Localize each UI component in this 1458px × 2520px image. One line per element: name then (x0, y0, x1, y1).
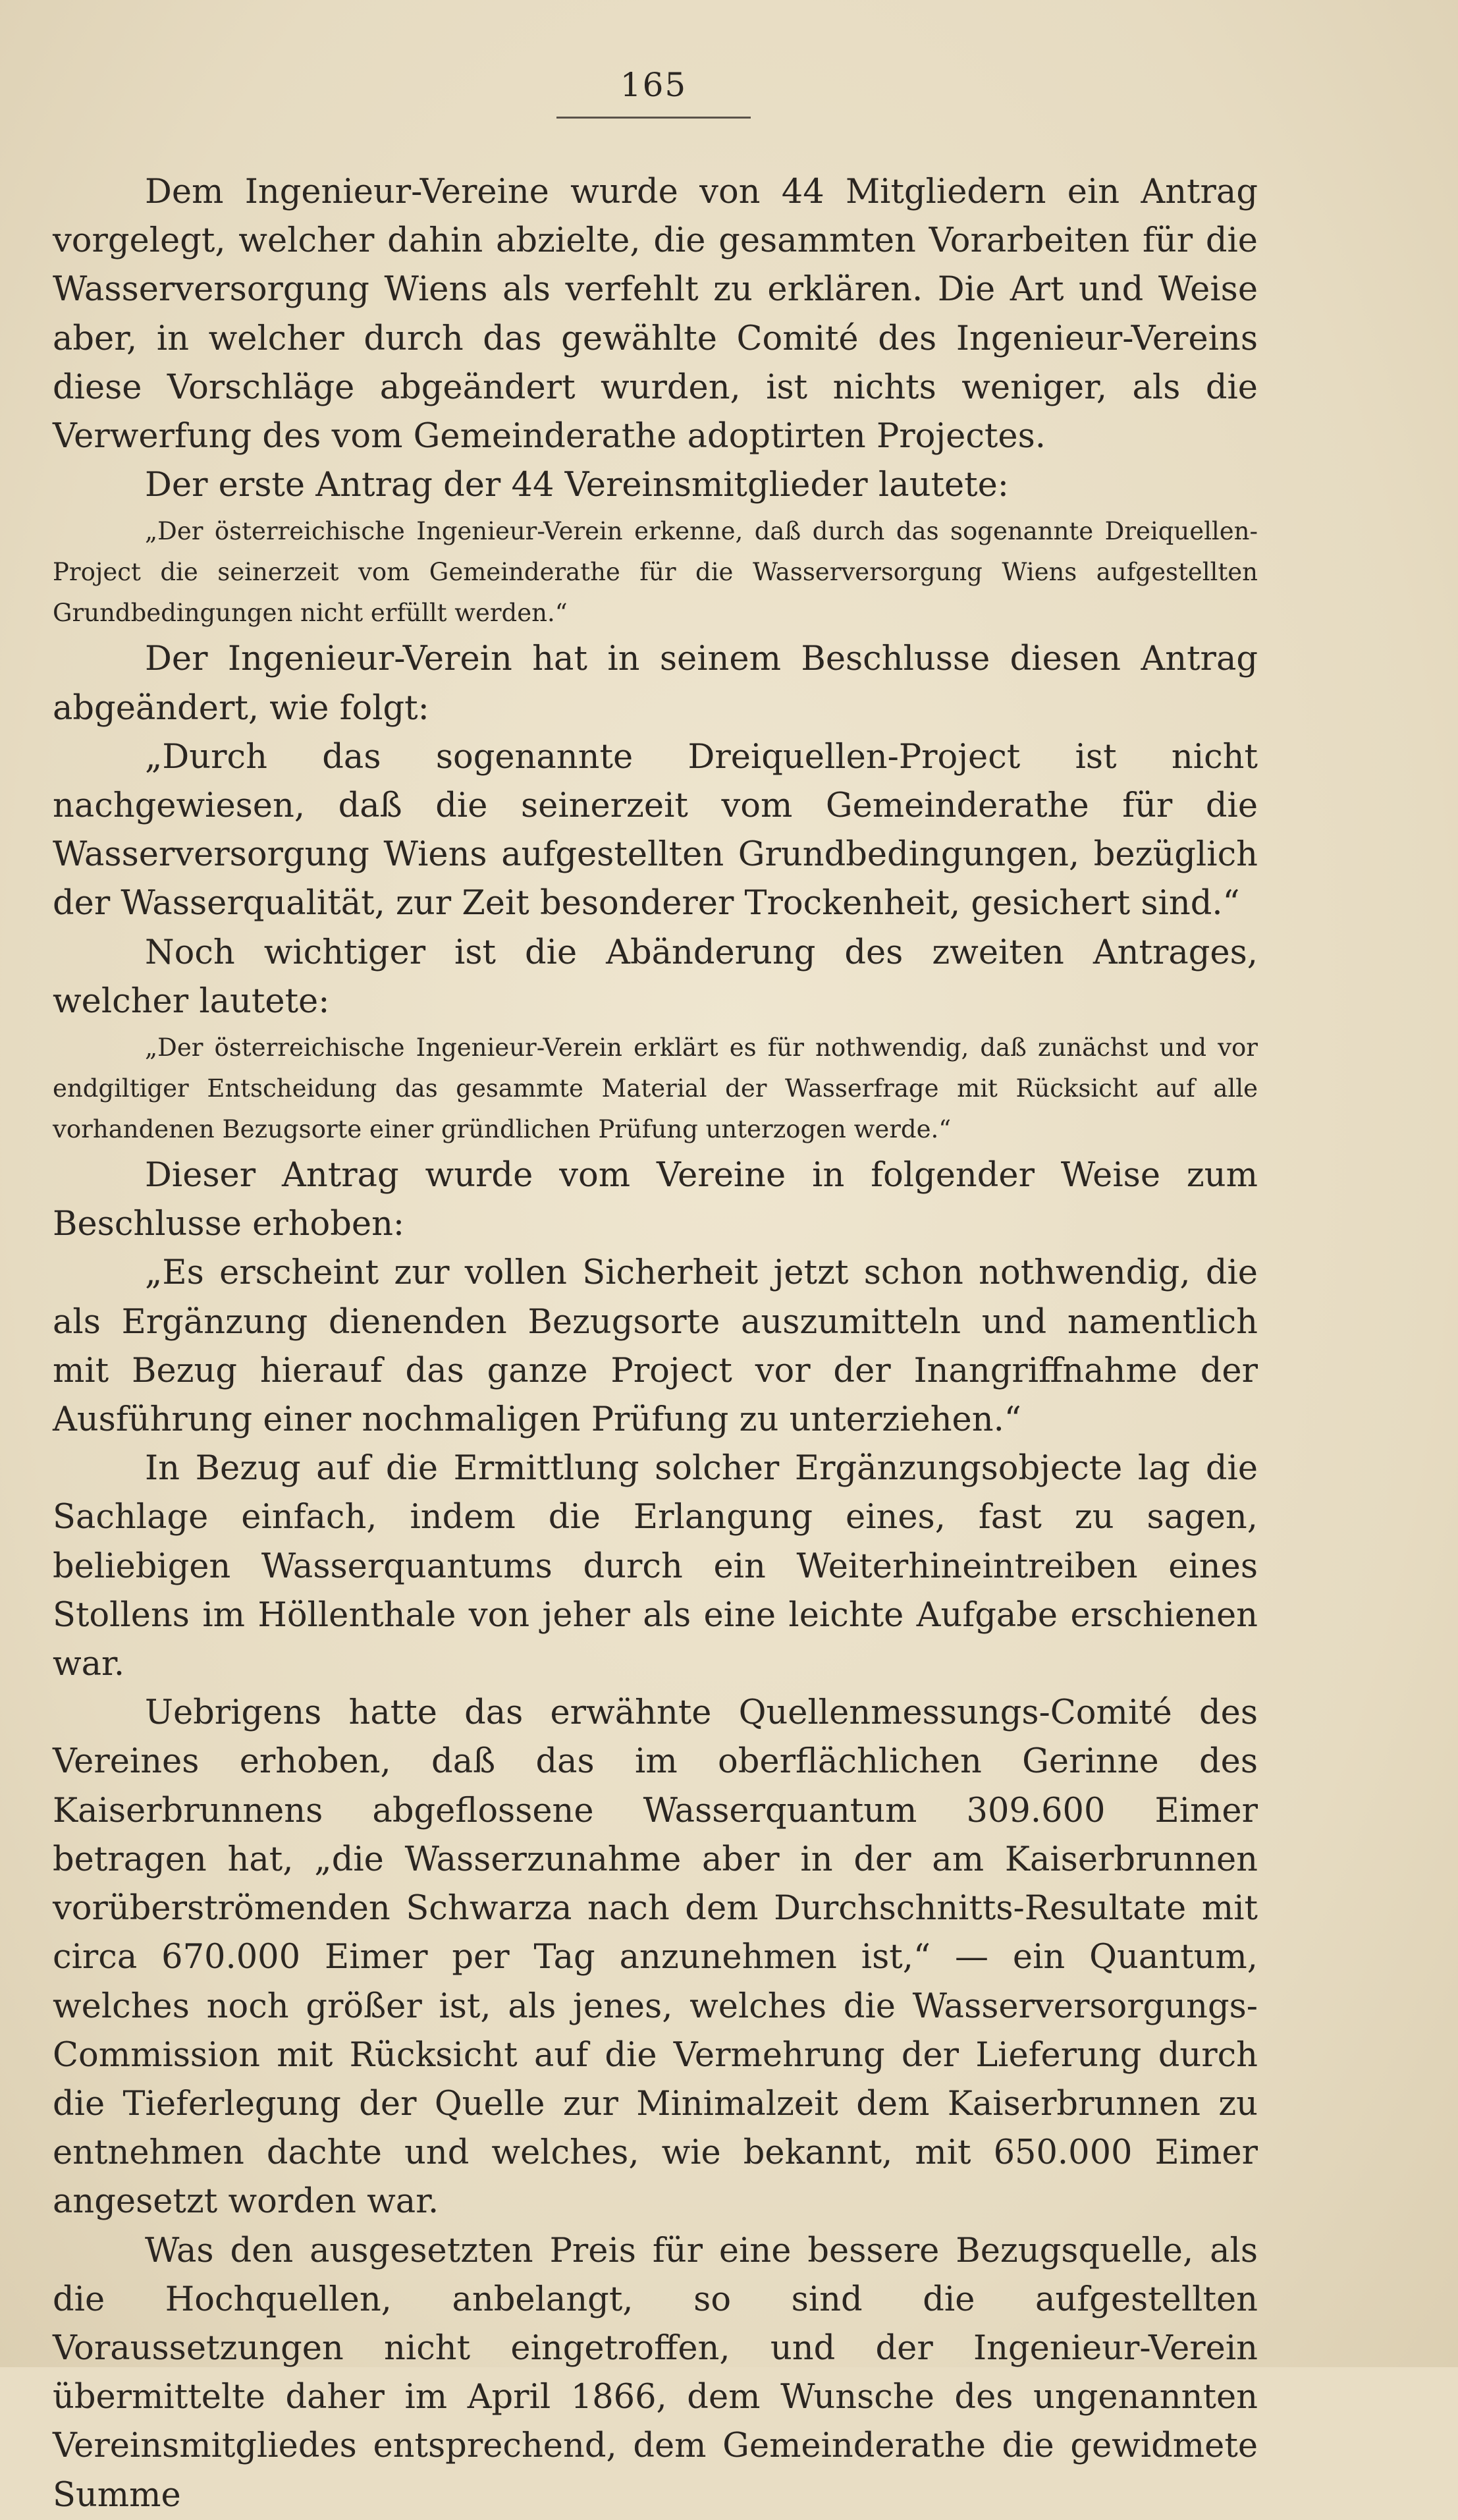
paragraph: Dieser Antrag wurde vom Vereine in folgender Weise zum Beschlusse erhoben: (53, 1156, 1258, 1244)
paragraph: Uebrigens hatte das erwähnte Quellenmessungs-Comité des Vereines erhoben, daß das im oberflächlichen Gerinne des Kaiserbrunnens abgeflossene Wasserquantum 309.600 Eimer betragen hat, „die Wasserzunahme aber in der am Kaiserbrunnen vorüberströmenden Schwarza nach dem Durchschnitts-Resultate mit circa 670.000 Eimer per Tag anzunehmen ist,“ — ein Quantum, welches noch größer ist, als jenes, welches die Wasserversorgungs-Commission mit Rücksicht auf die Vermehrung der Lieferung durch die Tieferlegung der Quelle zur Minimalzeit dem Kaiserbrunnen zu entnehmen dachte und welches, wie bekannt, mit 650.000 Eimer angesetzt worden war. (53, 1693, 1258, 2222)
paragraph: Noch wichtiger ist die Abänderung des zweiten Antrages, welcher lautete: (53, 933, 1258, 1021)
paragraph: Der erste Antrag der 44 Vereinsmitglieder lautete: (145, 466, 1009, 505)
header-rule (556, 117, 751, 119)
paragraph: Dem Ingenieur-Vereine wurde von 44 Mitgliedern ein Antrag vorgelegt, welcher dahin abzielte, die gesammten Vorarbeiten für die Wasserversorgung Wiens als verfehlt zu erklären. Die Art und Weise aber, in welcher durch das gewählte Comité des Ingenieur-Vereins diese Vorschläge abgeändert wurden, ist nichts weniger, als die Verwerfung des vom Gemeinderathe adoptirten Projectes. (53, 173, 1258, 456)
paragraph: Der Ingenieur-Verein hat in seinem Beschlusse diesen Antrag abgeändert, wie folgt: (53, 640, 1258, 728)
page-number: 165 (620, 66, 688, 104)
paragraph: „Es erscheint zur vollen Sicherheit jetzt schon nothwendig, die als Ergänzung dienenden Bezugsorte auszumitteln und namentlich mit Bezug hierauf das ganze Project vor der Inangriffnahme der Ausführung einer nochmaligen Prüfung zu unterziehen.“ (53, 1253, 1258, 1440)
quoted-motion: „Der österreichische Ingenieur-Verein erklärt es für nothwendig, daß zunächst und vor endgiltiger Entscheidung das gesammte Material der Wasserfrage mit Rücksicht auf alle vorhandenen Bezugsorte einer gründlichen Prüfung unterzogen werde.“ (53, 1033, 1258, 1144)
quoted-motion: „Der österreichische Ingenieur-Verein erkenne, daß durch das sogenannte Dreiquellen-Project die seinerzeit vom Gemeinderathe für die Wasserversorgung Wiens aufgestellten Grundbedingungen nicht erfüllt werden.“ (53, 517, 1258, 628)
page-body (53, 168, 1258, 2520)
paragraph: Was den ausgesetzten Preis für eine bessere Bezugsquelle, als die Hochquellen, anbelangt, so sind die aufgestellten Voraussetzungen nicht eingetroffen, und der Ingenieur-Verein übermittelte daher im April 1866, dem Wunsche des ungenannten Vereinsmitgliedes entsprechend, dem Gemeinderathe die gewidmete Summe (53, 2231, 1258, 2515)
paragraph: „Durch das sogenannte Dreiquellen-Project ist nicht nachgewiesen, daß die seinerzeit vom Gemeinderathe für die Wasserversorgung Wiens aufgestellten Grundbedingungen, bezüglich der Wasserqualität, zur Zeit besonderer Trockenheit, gesichert sind.“ (53, 737, 1258, 923)
paragraph: In Bezug auf die Ermittlung solcher Ergänzungsobjecte lag die Sachlage einfach, indem die Erlangung eines, fast zu sagen, beliebigen Wasserquantums durch ein Weiterhineintreiben eines Stollens im Höllenthale von jeher als eine leichte Aufgabe erschienen war. (53, 1449, 1258, 1684)
